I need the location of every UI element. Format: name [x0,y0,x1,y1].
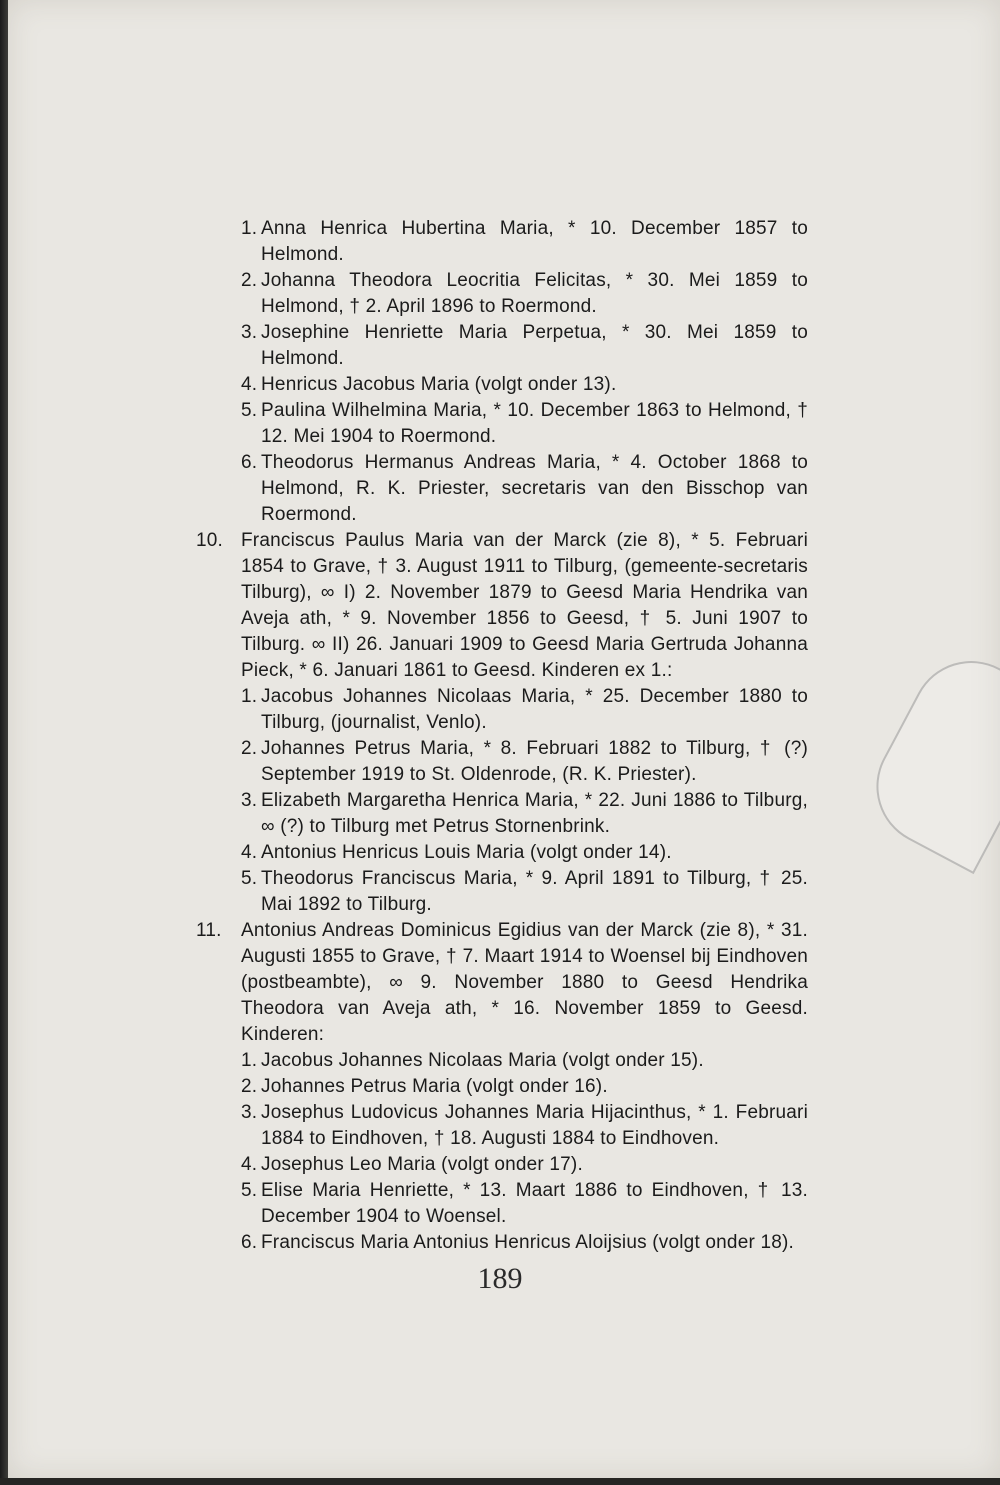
list-item: 1. Anna Henrica Hubertina Maria, * 10. December 1857 to Helmond. [241,218,808,265]
list-item: 2. Johannes Petrus Maria, * 8. Februari 1882 to Tilburg, † (?) September 1919 to St. Oldenrode, (R. K. Priester). [241,738,808,785]
genealogy-text [196,216,808,1256]
list-item: 1. Jacobus Johannes Nicolaas Maria, * 25. December 1880 to Tilburg, (journalist, Venlo). [241,686,808,733]
list-item: 5. Paulina Wilhelmina Maria, * 10. December 1863 to Helmond, † 12. Mei 1904 to Roermond. [241,400,808,447]
list-item: 4. Henricus Jacobus Maria (volgt onder 13). [241,374,617,395]
genealogy-entry: 10. Franciscus Paulus Maria van der Marck (zie 8), * 5. Februari 1854 to Grave, † 3. August 1911 to Tilburg, (gemeente-secretaris Tilburg), ∞ I) 2. November 1879 to Geesd Maria Hendrika van Aveja ath, * 9. November 1856 to Geesd, † 5. Juni 1907 to Tilburg. ∞ II) 26. Januari 1909 to Geesd Maria Gertruda Johanna Pieck, * 6. Januari 1861 to Geesd. Kinderen ex 1.: [196,530,808,681]
list-item: 3. Josephus Ludovicus Johannes Maria Hijacinthus, * 1. Februari 1884 to Eindhoven, † 18. Augusti 1884 to Eindhoven. [241,1102,808,1149]
list-item: 4. Antonius Henricus Louis Maria (volgt onder 14). [241,842,672,863]
list-item: 3. Elizabeth Margaretha Henrica Maria, * 22. Juni 1886 to Tilburg, ∞ (?) to Tilburg met Petrus Stornenbrink. [241,790,808,837]
list-item: 6. Theodorus Hermanus Andreas Maria, * 4. October 1868 to Helmond, R. K. Priester, secretaris van den Bisschop van Roermond. [241,452,808,525]
list-item: 2. Johanna Theodora Leocritia Felicitas, * 30. Mei 1859 to Helmond, † 2. April 1896 to Roermond. [241,270,808,317]
list-item: 5. Theodorus Franciscus Maria, * 9. April 1891 to Tilburg, † 25. Mai 1892 to Tilburg. [241,868,808,915]
page-number: 189 [477,1262,523,1295]
list-item: 1. Jacobus Johannes Nicolaas Maria (volgt onder 15). [241,1050,704,1071]
list-item: 3. Josephine Henriette Maria Perpetua, * 30. Mei 1859 to Helmond. [241,322,808,369]
list-item: 6. Franciscus Maria Antonius Henricus Aloijsius (volgt onder 18). [241,1232,795,1253]
page-bottom-edge [0,1478,1000,1485]
genealogy-entry: 11. Antonius Andreas Dominicus Egidius van der Marck (zie 8), * 31. Augusti 1855 to Grave, † 7. Maart 1914 to Woensel bij Eindhoven (postbeambte), ∞ 9. November 1880 to Geesd Hendrika Theodora van Aveja ath, * 16. November 1859 to Geesd. Kinderen: [196,920,808,1045]
list-item: 5. Elise Maria Henriette, * 13. Maart 1886 to Eindhoven, † 13. December 1904 to Woensel. [241,1180,808,1227]
list-item: 2. Johannes Petrus Maria (volgt onder 16). [241,1076,608,1097]
list-item: 4. Josephus Leo Maria (volgt onder 17). [241,1154,583,1175]
